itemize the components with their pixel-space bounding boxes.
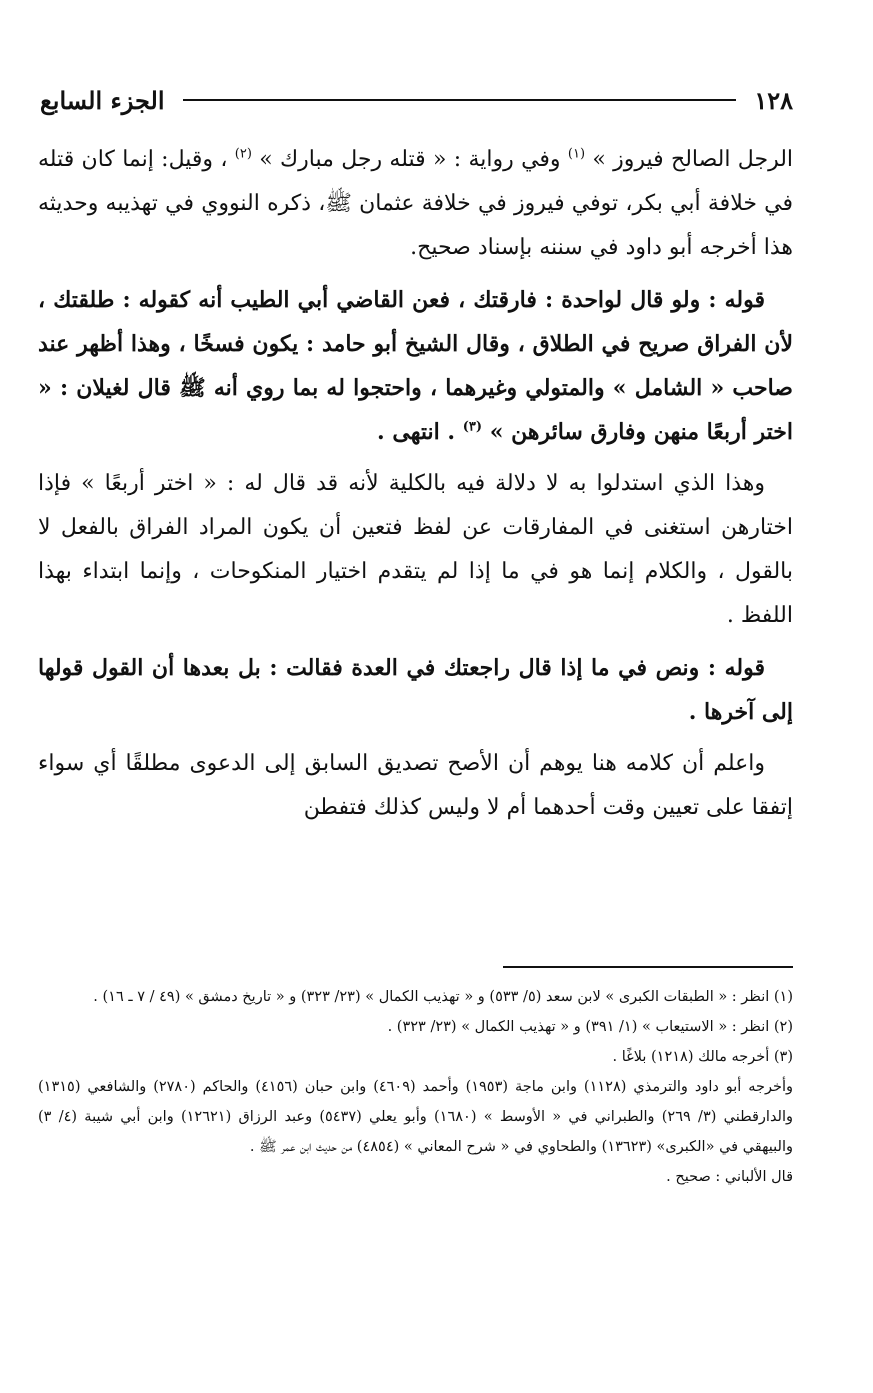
footnote-1: (١) انظر : « الطبقات الكبرى » لابن سعد (٥/ ٥٣٣) و « تهذيب الكمال » (٢٣/ ٣٢٣) و « تاريخ دمشق » (٤٩ / ٧ ـ ١٦) .: [93, 989, 793, 1005]
footnote-separator: [503, 966, 793, 968]
footnote-ref-3: (٣): [462, 419, 483, 435]
paragraph-1: الرجل الصالح فيروز » $^{(١)}$ وفي رواية : « قتله رجل مبارك » $^{(٢)}$ ، وقيل: إنما كان قتله في خلافة أبي بكر، توفي فيروز في خلافة عثمان ﷺ، ذكره النووي في تهذيبه وحديثه هذا أخرجه أبو داود في سننه بإسناد صحيح.: [38, 146, 794, 260]
main-text: [38, 138, 793, 838]
footnote-3-continued: وأخرجه أبو داود والترمذي (١١٢٨) وابن ماجة (١٩٥٣) وأحمد (٤٦٠٩) وابن حبان (٤١٥٦) والحاكم (٢٧٨٠) والشافعي (١٣١٥) والدارقطني (٣/ ٢٦٩) والطبراني في « الأوسط » (١٦٨٠) وأبو يعلي (٥٤٣٧) وعبد الرزاق (١٢٦٢١) وابن أبي شيبة (٤/ ٣) والبيهقي في «الكبرى» (١٣٦٢٣) والطحاوي في « شرح المعاني » (٤٨٥٤) من حديث ابن عمر ﷺ .: [38, 1079, 794, 1155]
footnote-ref-2: (٢): [234, 146, 252, 162]
footnote-ref-1: (١): [567, 146, 586, 162]
footnotes: [38, 982, 793, 1192]
paragraph-2: قوله : ولو قال لواحدة : فارقتك ، فعن القاضي أبي الطيب أنه كقوله : طلقتك ، لأن الفراق صريح في الطلاق ، وقال الشيخ أبو حامد : يكون فسخًا ، وهذا أظهر عند صاحب « الشامل » والمتولي وغيرهما ، واحتجوا له بما روي أنه ﷺ قال لغيلان : « اختر أربعًا منهن وفارق سائرهن » $^{(٣)}$ . انتهى .: [38, 287, 793, 445]
footnote-2: (٢) انظر : « الاستيعاب » (١/ ٣٩١) و « تهذيب الكمال » (٢٣/ ٣٢٣) .: [387, 1019, 793, 1035]
running-title: الجزء السابع: [40, 85, 165, 115]
page-number: ١٢٨: [754, 85, 793, 115]
paragraph-5: واعلم أن كلامه هنا يوهم أن الأصح تصديق السابق إلى الدعوى مطلقًا أي سواء إتفقا على تعيين وقت أحدهما أم لا وليس كذلك فتفطن: [38, 751, 793, 820]
page-header: [40, 80, 793, 120]
footnote-3-grading: قال الألباني : صحيح .: [666, 1169, 793, 1185]
paragraph-4: قوله : ونص في ما إذا قال راجعتك في العدة فقالت : بل بعدها أن القول قولها إلى آخرها .: [38, 655, 793, 725]
footnote-3: (٣) أخرجه مالك (١٢١٨) بلاغًا .: [612, 1049, 793, 1065]
header-rule: [183, 99, 737, 101]
paragraph-3: وهذا الذي استدلوا به لا دلالة فيه بالكلية لأنه قد قال له : « اختر أربعًا » فإذا اختارهن استغنى في المفارقات عن لفظ فتعين أن يكون المراد الفراق بالفعل لا بالقول ، والكلام إنما هو في ما إذا لم يتقدم اختيار المنكوحات ، وإنما ابتداء بهذا اللفظ .: [38, 471, 793, 628]
